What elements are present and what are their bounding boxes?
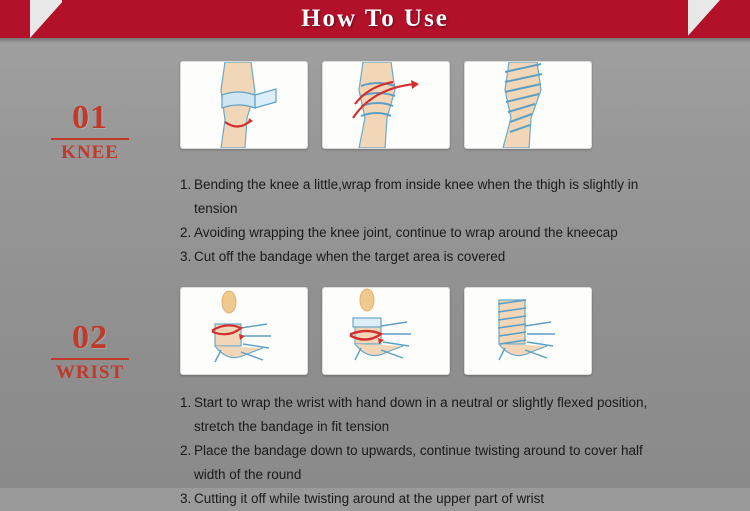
step-item (180, 221, 650, 245)
section-knee-number-block (0, 43, 180, 163)
knee-image-2 (322, 61, 450, 149)
knee-image-1 (180, 61, 308, 149)
wrist-image-2 (322, 287, 450, 375)
knee-image-3 (464, 61, 592, 149)
step-text: Place the bandage down to upwards, continue twisting around to cover half width of the round (194, 443, 643, 482)
section-wrist-images (180, 269, 592, 375)
section-wrist (0, 269, 750, 511)
section-knee-steps (180, 173, 650, 269)
section-wrist-row (0, 269, 750, 383)
step-text: Cut off the bandage when the target area is covered (194, 249, 506, 264)
page-title: How To Use (301, 5, 449, 32)
section-knee-images (180, 43, 592, 149)
header-banner (0, 0, 750, 38)
knee-illustration-2 (323, 62, 449, 148)
section-knee-row (0, 43, 750, 163)
step-item (180, 439, 650, 487)
section-wrist-number: 02 (72, 319, 108, 356)
knee-illustration-3 (465, 62, 591, 148)
section-wrist-label: WRIST (55, 362, 125, 383)
wrist-illustration-3 (465, 288, 591, 374)
step-number: 3. (180, 491, 192, 506)
step-text: Start to wrap the wrist with hand down in a neutral or slightly flexed position, stretch the bandage in fit tension (194, 395, 648, 434)
wrist-image-1 (180, 287, 308, 375)
section-knee-rule (51, 138, 129, 140)
wrist-image-3 (464, 287, 592, 375)
step-item (180, 173, 650, 221)
wrist-illustration-1 (181, 288, 307, 374)
section-knee (0, 43, 750, 269)
section-wrist-rule (51, 358, 129, 360)
step-number: 1. (180, 395, 192, 410)
step-item (180, 487, 650, 511)
step-text: Avoiding wrapping the knee joint, continue to wrap around the kneecap (194, 225, 618, 240)
step-number: 3. (180, 249, 192, 264)
step-item (180, 391, 650, 439)
section-knee-number: 01 (72, 99, 108, 136)
section-knee-label: KNEE (61, 142, 119, 163)
section-wrist-steps (180, 391, 650, 511)
wrist-illustration-2 (323, 288, 449, 374)
step-text: Cutting it off while twisting around at the upper part of wrist (194, 491, 545, 506)
step-text: Bending the knee a little,wrap from inside knee when the thigh is slightly in tension (194, 177, 639, 216)
step-item (180, 245, 650, 269)
step-number: 2. (180, 225, 192, 240)
step-number: 1. (180, 177, 192, 192)
step-number: 2. (180, 443, 192, 458)
section-wrist-number-block (0, 269, 180, 383)
knee-illustration-1 (181, 62, 307, 148)
